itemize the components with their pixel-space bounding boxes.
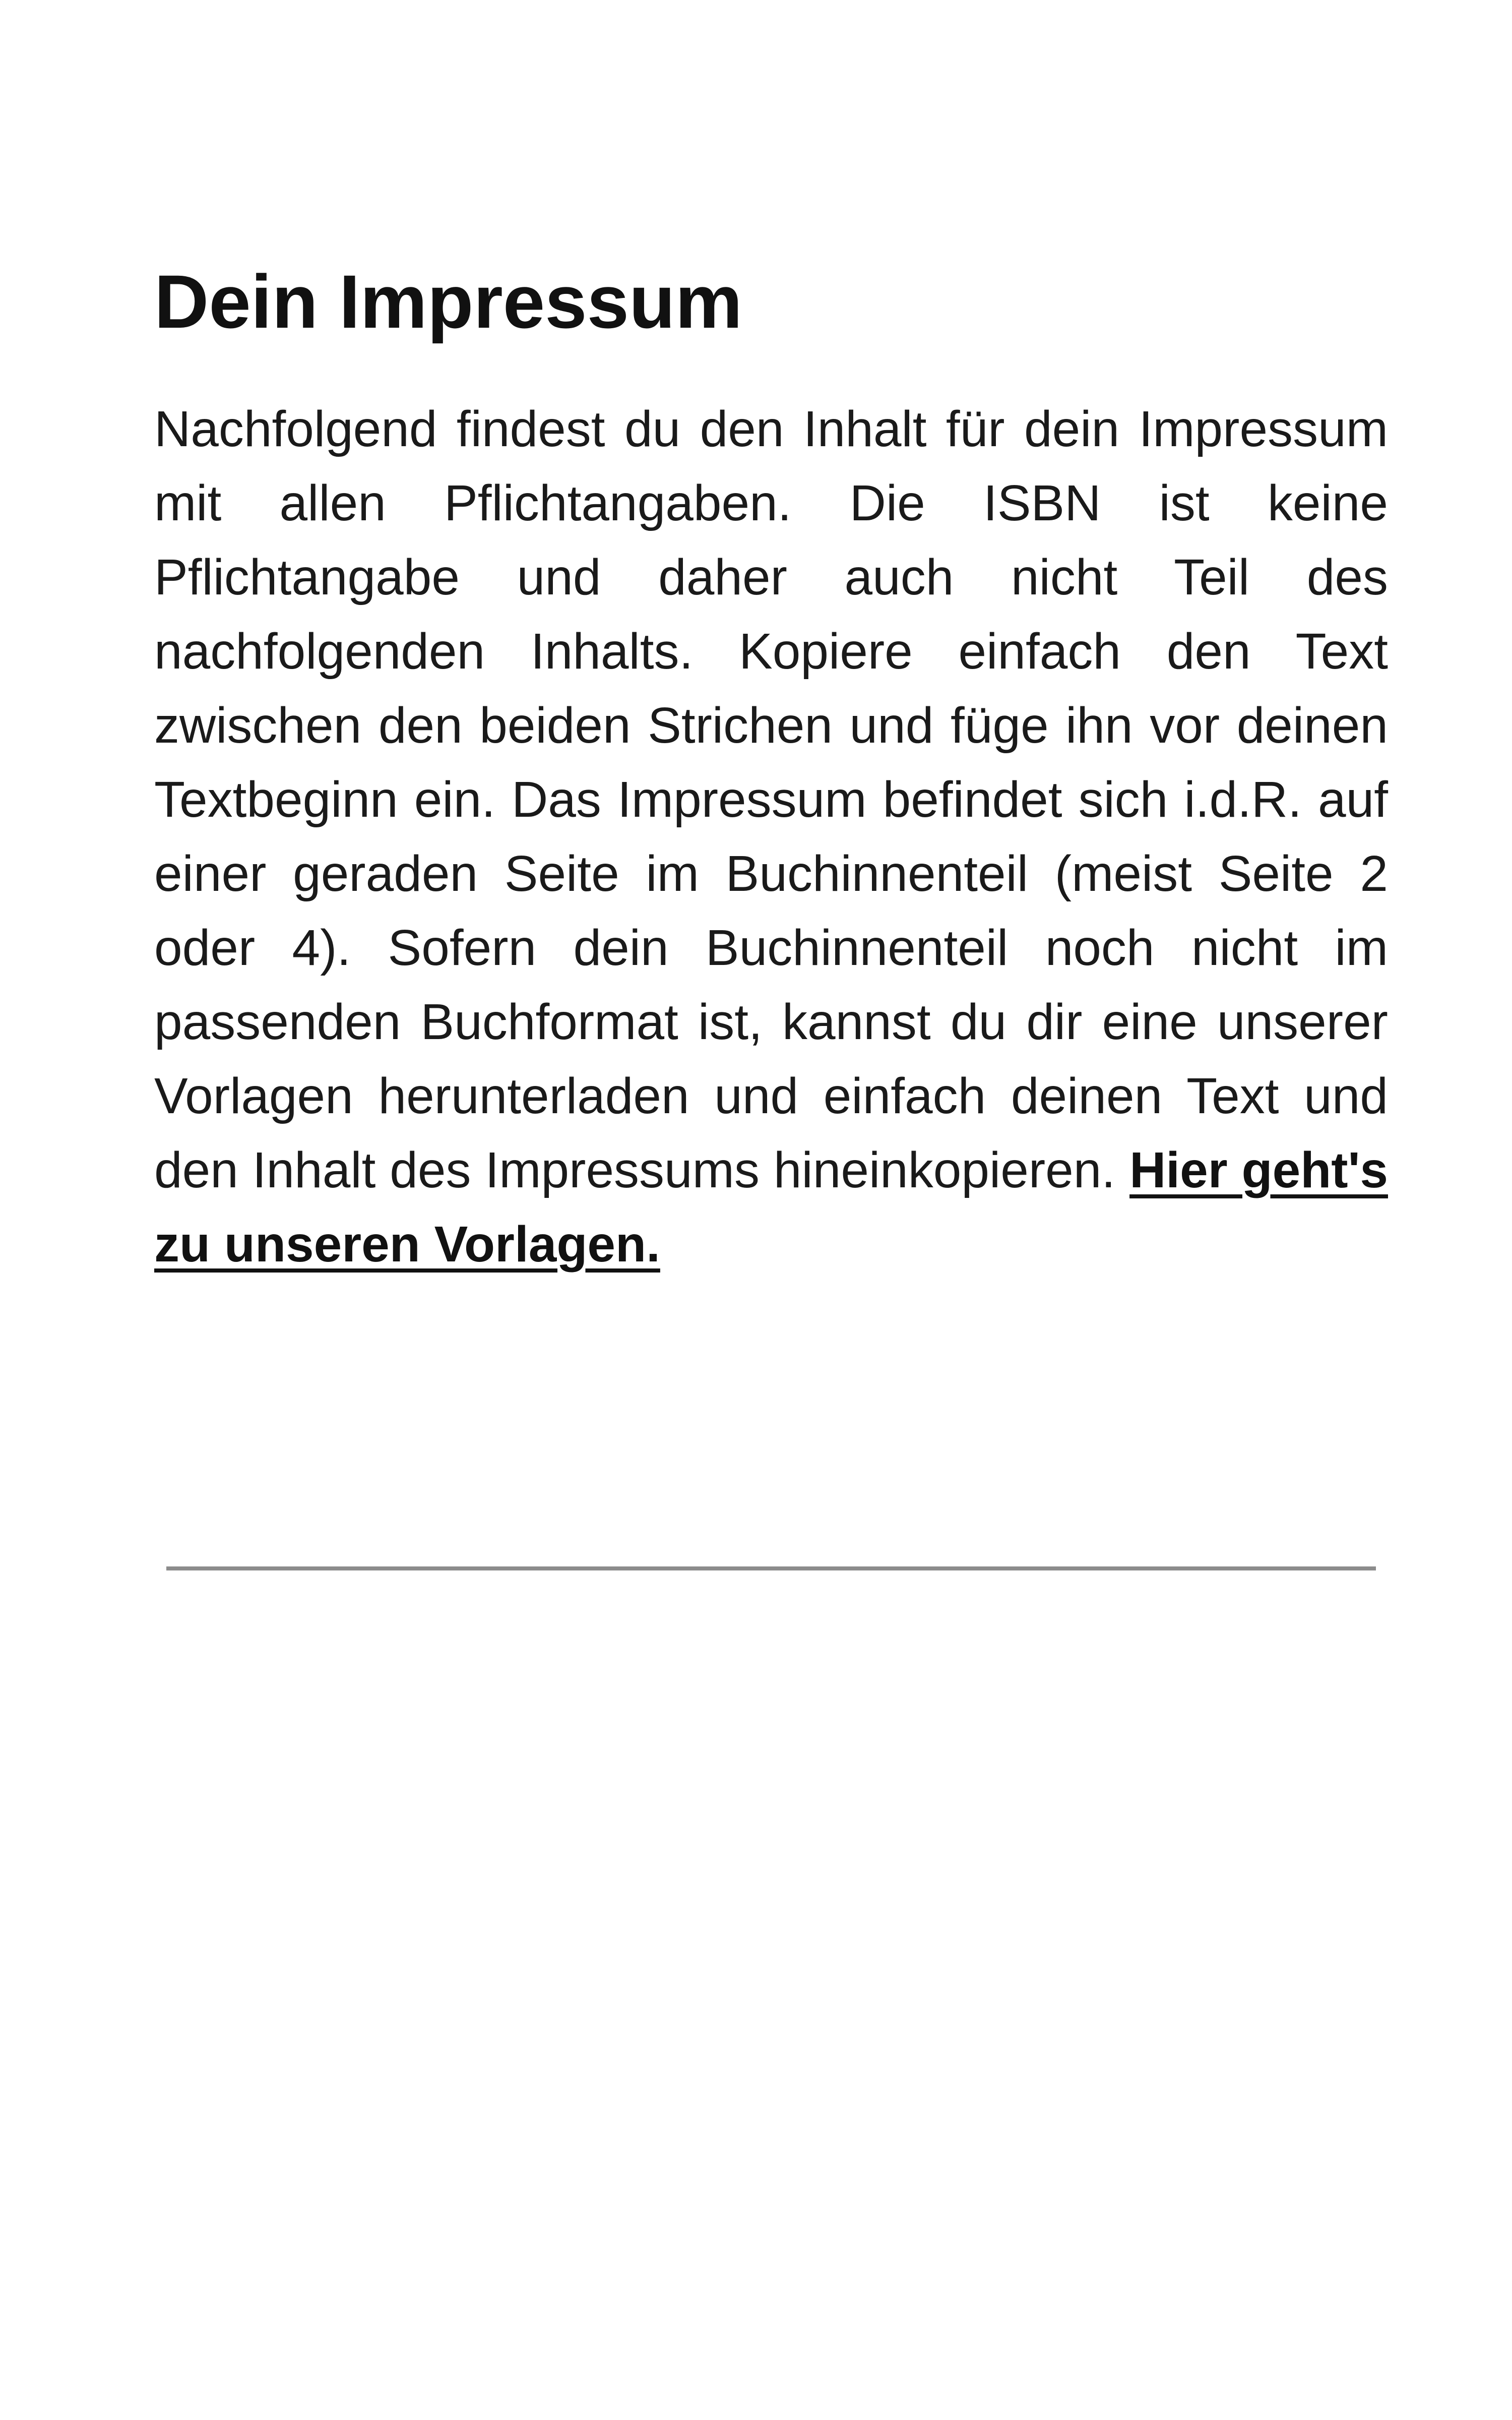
intro-text: Nachfolgend findest du den Inhalt für dein Impressum mit allen Pflichtangaben. Die ISBN ist keine Pflichtangabe und daher auch nicht Teil des nachfolgenden Inhalts. Kopiere einfach den Text zwischen den beiden Strichen und füge ihn vor deinen Textbeginn ein. Das Impressum befindet sich i.d.R. auf einer geraden Seite im Buchinnenteil (meist Seite 2 oder 4). Sofern dein Buchinnenteil noch nicht im passenden Buchformat ist, kannst du dir eine unserer Vorlagen herunterladen und einfach deinen Text und den Inhalt des Impressums hineinkopieren. bbox=[154, 400, 1388, 1198]
impressum-section bbox=[154, 259, 1388, 1332]
intro-paragraph bbox=[154, 392, 1388, 1282]
templates-link[interactable]: Hier geht's zu unseren Vorlagen. bbox=[154, 1141, 1388, 1273]
page-title: Dein Impressum bbox=[154, 259, 743, 344]
divider-line bbox=[166, 1566, 1376, 1570]
